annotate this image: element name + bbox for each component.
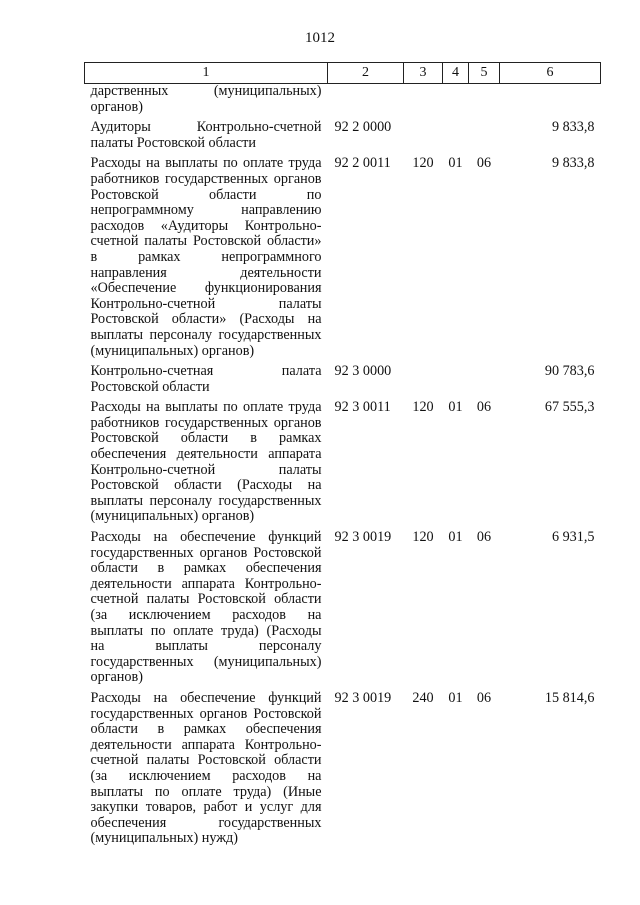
row-section: 01 [448, 529, 463, 546]
column-header-expense-type: 3 [404, 63, 443, 84]
row-code: 92 3 0019 [334, 529, 392, 546]
row-subsection [469, 120, 500, 156]
row-name: дарственных (муниципальных) органов) [90, 83, 322, 115]
table-row [85, 156, 601, 364]
row-name: Расходы на выплаты по оплате труда работников государственных органов Ростовской области в рамках обеспечения деятельности аппарата Контрольно-счетной палаты Ростовской области (Расходы на выплаты персоналу государственных (муниципальных) органов) [90, 399, 322, 525]
row-amount: 90 783,6 [544, 363, 595, 380]
row-amount: 9 833,8 [551, 119, 595, 136]
column-header-name: 1 [85, 63, 328, 84]
row-section: 01 [448, 689, 463, 706]
row-subsection [469, 364, 500, 400]
table-row [85, 84, 601, 121]
row-subsection: 06 [476, 689, 492, 706]
row-expense-type: 240 [412, 689, 434, 706]
row-name: Расходы на обеспечение функций государственных органов Ростовской области в рамках обеспечения деятельности аппарата Контрольно-счетной палаты Ростовской области (за исключением расходов на выплаты по оплате труда) (Расходы на выплаты персоналу государственных (муниципальных) органов) [90, 529, 322, 686]
page-number: 1012 [305, 30, 335, 46]
table-row [85, 120, 601, 156]
row-section: 01 [448, 399, 463, 416]
column-header-code: 2 [328, 63, 404, 84]
table-row [85, 364, 601, 400]
row-section [443, 364, 469, 400]
column-header-subsection: 5 [469, 63, 500, 84]
table-row [85, 691, 601, 852]
row-subsection: 06 [476, 399, 492, 416]
row-amount: 67 555,3 [544, 399, 595, 416]
row-expense-type [404, 364, 443, 400]
row-name: Расходы на выплаты по оплате труда работников государственных органов Ростовской области по непрограммному направлению расходов «Аудиторы Контрольно-счетной палаты Ростовской области» в рамках непрограммного направления деятельности «Обеспечение функционирования Контрольно-счетной палаты Ростовской области» (Расходы на выплаты персоналу государственных (муниципальных) органов) [90, 155, 322, 359]
row-code: 92 3 0011 [334, 399, 391, 416]
row-subsection: 06 [476, 529, 492, 546]
column-header-section: 4 [443, 63, 469, 84]
table-body [85, 84, 601, 852]
row-section [443, 84, 469, 121]
row-section [443, 120, 469, 156]
row-amount: 15 814,6 [544, 689, 595, 706]
column-header-amount: 6 [500, 63, 601, 84]
budget-table [84, 62, 601, 852]
table-header [85, 63, 601, 84]
row-name: Аудиторы Контрольно-счетной палаты Ростовской области [90, 119, 322, 151]
row-amount: 9 833,8 [551, 155, 595, 172]
header-row [85, 63, 601, 84]
row-code: 92 2 0011 [334, 155, 391, 172]
row-expense-type: 120 [412, 155, 434, 172]
row-expense-type [404, 84, 443, 121]
row-code: 92 2 0000 [334, 119, 392, 136]
row-expense-type [404, 120, 443, 156]
row-section: 01 [448, 155, 463, 172]
row-amount [500, 84, 601, 121]
row-code [328, 84, 404, 121]
row-amount: 6 931,5 [551, 529, 595, 546]
row-subsection [469, 84, 500, 121]
row-expense-type: 120 [412, 399, 434, 416]
row-subsection: 06 [476, 155, 492, 172]
row-name: Расходы на обеспечение функций государственных органов Ростовской области в рамках обеспечения деятельности аппарата Контрольно-счетной палаты Ростовской области (за исключением расходов на выплаты по оплате труда) (Иные закупки товаров, работ и услуг для обеспечения государственных (муниципальных) нужд) [90, 689, 322, 847]
table-row [85, 530, 601, 691]
row-code: 92 3 0019 [334, 689, 392, 706]
row-expense-type: 120 [412, 529, 434, 546]
table-row [85, 400, 601, 530]
row-name: Контрольно-счетная палата Ростовской области [90, 363, 322, 395]
row-code: 92 3 0000 [334, 363, 392, 380]
